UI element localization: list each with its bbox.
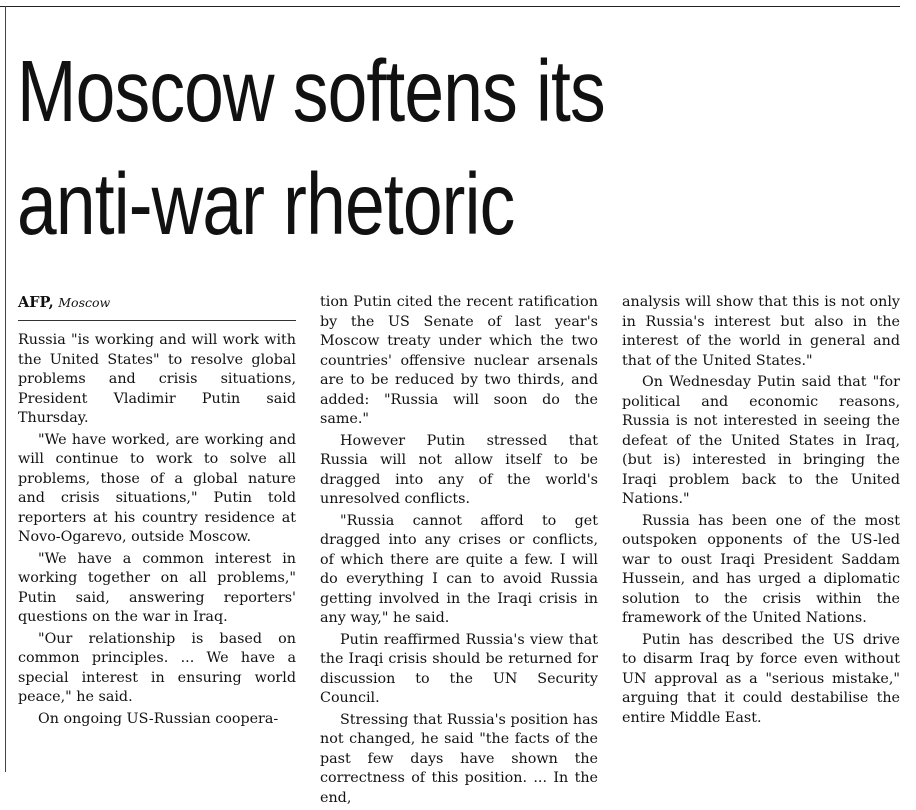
headline-line-2: anti-war rhetoric: [17, 156, 515, 253]
column-1: [18, 293, 296, 731]
headline: [17, 35, 747, 261]
paragraph: tion Putin cited the recent ratification by the US Senate of last year's Moscow treaty under which the two countries' offensive nuclear arsenals are to be reduced by two thirds, and added: "Russia will soon do the same.": [320, 294, 598, 427]
paragraph: "We have a common interest in working together on all problems," Putin said, answering reporters' questions on the war in Iraq.: [18, 550, 296, 625]
paragraph: Stressing that Russia's position has not changed, he said "the facts of the past few days have shown the correctness of this position. ... In the end,: [320, 711, 598, 806]
paragraph: Russia has been one of the most outspoken opponents of the US-led war to oust Iraqi President Saddam Hussein, and has urged a diplomatic solution to the crisis within the framework of the United Nations.: [622, 512, 900, 626]
paragraph: analysis will show that this is not only in Russia's interest but also in the interest of the world in general and that of the United States.": [622, 294, 900, 369]
headline-line-1: Moscow softens its: [17, 43, 605, 140]
paragraph: Putin reaffirmed Russia's view that the Iraqi crisis should be returned for discussion to the UN Security Council.: [320, 631, 598, 706]
byline: [18, 293, 296, 321]
paragraph: "We have worked, are working and will continue to work to solve all problems, those of a global nature and crisis situations," Putin told reporters at his country residence at Novo-Ogarevo, outside Moscow.: [18, 431, 296, 545]
paragraph: Putin has described the US drive to disarm Iraq by force even without UN approval as a "serious mistake," arguing that it could destabilise the entire Middle East.: [622, 631, 900, 726]
paragraph: "Russia cannot afford to get dragged into any crises or conflicts, of which there are quite a few. I will do everything I can to avoid Russia getting involved in the Iraqi crisis in any way," he said.: [320, 512, 598, 626]
column-2: [320, 293, 598, 810]
paragraph: "Our relationship is based on common principles. ... We have a special interest in ensuring world peace," he said.: [18, 630, 296, 705]
top-rule: [0, 6, 900, 7]
column-3: [622, 293, 900, 730]
paragraph: On ongoing US-Russian coopera-: [38, 710, 279, 727]
left-rule: [5, 6, 6, 772]
byline-place: Moscow: [58, 295, 111, 310]
paragraph: Russia "is working and will work with the United States" to resolve global problems and crisis situations, President Vladimir Putin said Thursday.: [18, 332, 296, 426]
byline-agency: AFP,: [18, 294, 54, 311]
paragraph: On Wednesday Putin said that "for political and economic reasons, Russia is not interested in seeing the defeat of the United States in Iraq, (but is) interested in bringing the Iraqi problem back to the United Nations.": [622, 374, 900, 507]
paragraph: However Putin stressed that Russia will not allow itself to be dragged into any of the world's unresolved conflicts.: [320, 432, 598, 507]
